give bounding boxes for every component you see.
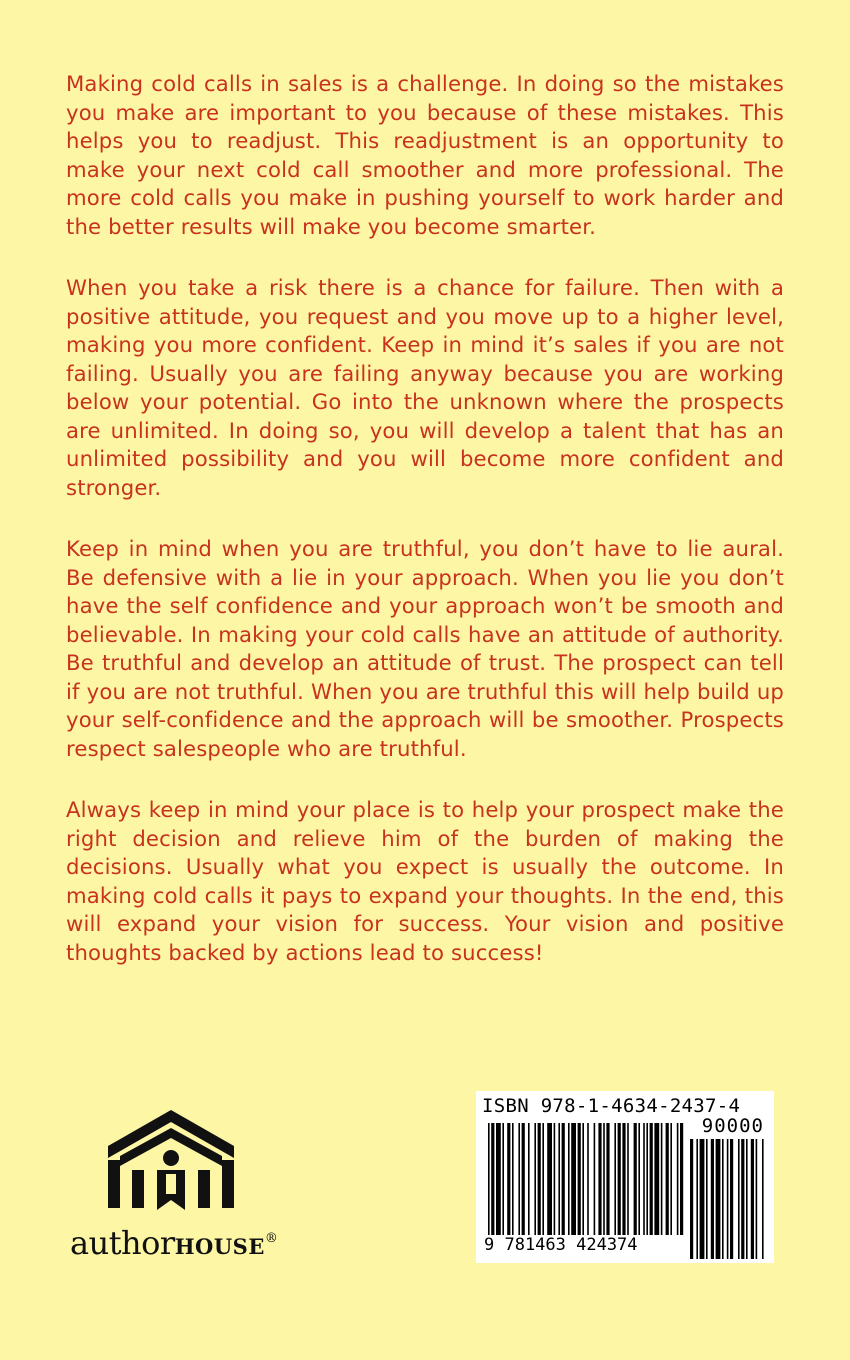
paragraph-4: Always keep in mind your place is to help your prospect make the right decision and relieve him of the burden of making the decisions. Usually what you expect is usually the outcome. In making cold calls it pays to expand your thoughts. In the end, this will expand your vision for success. Your vision and positive thoughts backed by actions lead to success! [66,797,784,965]
wordmark-house: HOUSE [174,1234,265,1259]
registered-mark: ® [264,1231,278,1246]
paragraph-1: Making cold calls in sales is a challenge. In doing so the mistakes you make are important to you because of these mistakes. This helps you to readjust. This readjustment is an opportunity to make your next cold call smoother and more professional. The more cold calls you make in pushing yourself to work harder and the better results will make you become smarter. [66,71,784,239]
paragraph-3: Keep in mind when you are truthful, you don’t have to lie aural. Be defensive with a lie in your approach. When you lie you don’t have the self confidence and your approach won’t be smooth and believable. In making your cold calls have an attitude of authority. Be truthful and develop an attitude of trust. The prospect can tell if you are not truthful. When you are truthful this will help build up your self-confidence and the approach will be smoother. Prospects respect salespeople who are truthful. [66,536,784,761]
isbn-barcode [476,1091,774,1263]
publisher-wordmark [70,1224,277,1262]
barcode-digits: 9 781463 424374 [484,1235,638,1255]
back-cover-text [66,70,784,1000]
isbn-label: ISBN 978-1-4634-2437-4 [482,1095,741,1117]
house-logo-icon [108,1110,234,1218]
price-code: 90000 [701,1115,764,1137]
wordmark-author: author [70,1224,175,1262]
paragraph-2: When you take a risk there is a chance for failure. Then with a positive attitude, you request and you move up to a higher level, making you more confident. Keep in mind it’s sales if you are not failing. Usually you are failing anyway because you are working below your potential. Go into the unknown where the prospects are unlimited. In doing so, you will develop a talent that has an unlimited possibility and you will become more confident and stronger. [66,275,784,500]
publisher-logo [70,1110,300,1270]
